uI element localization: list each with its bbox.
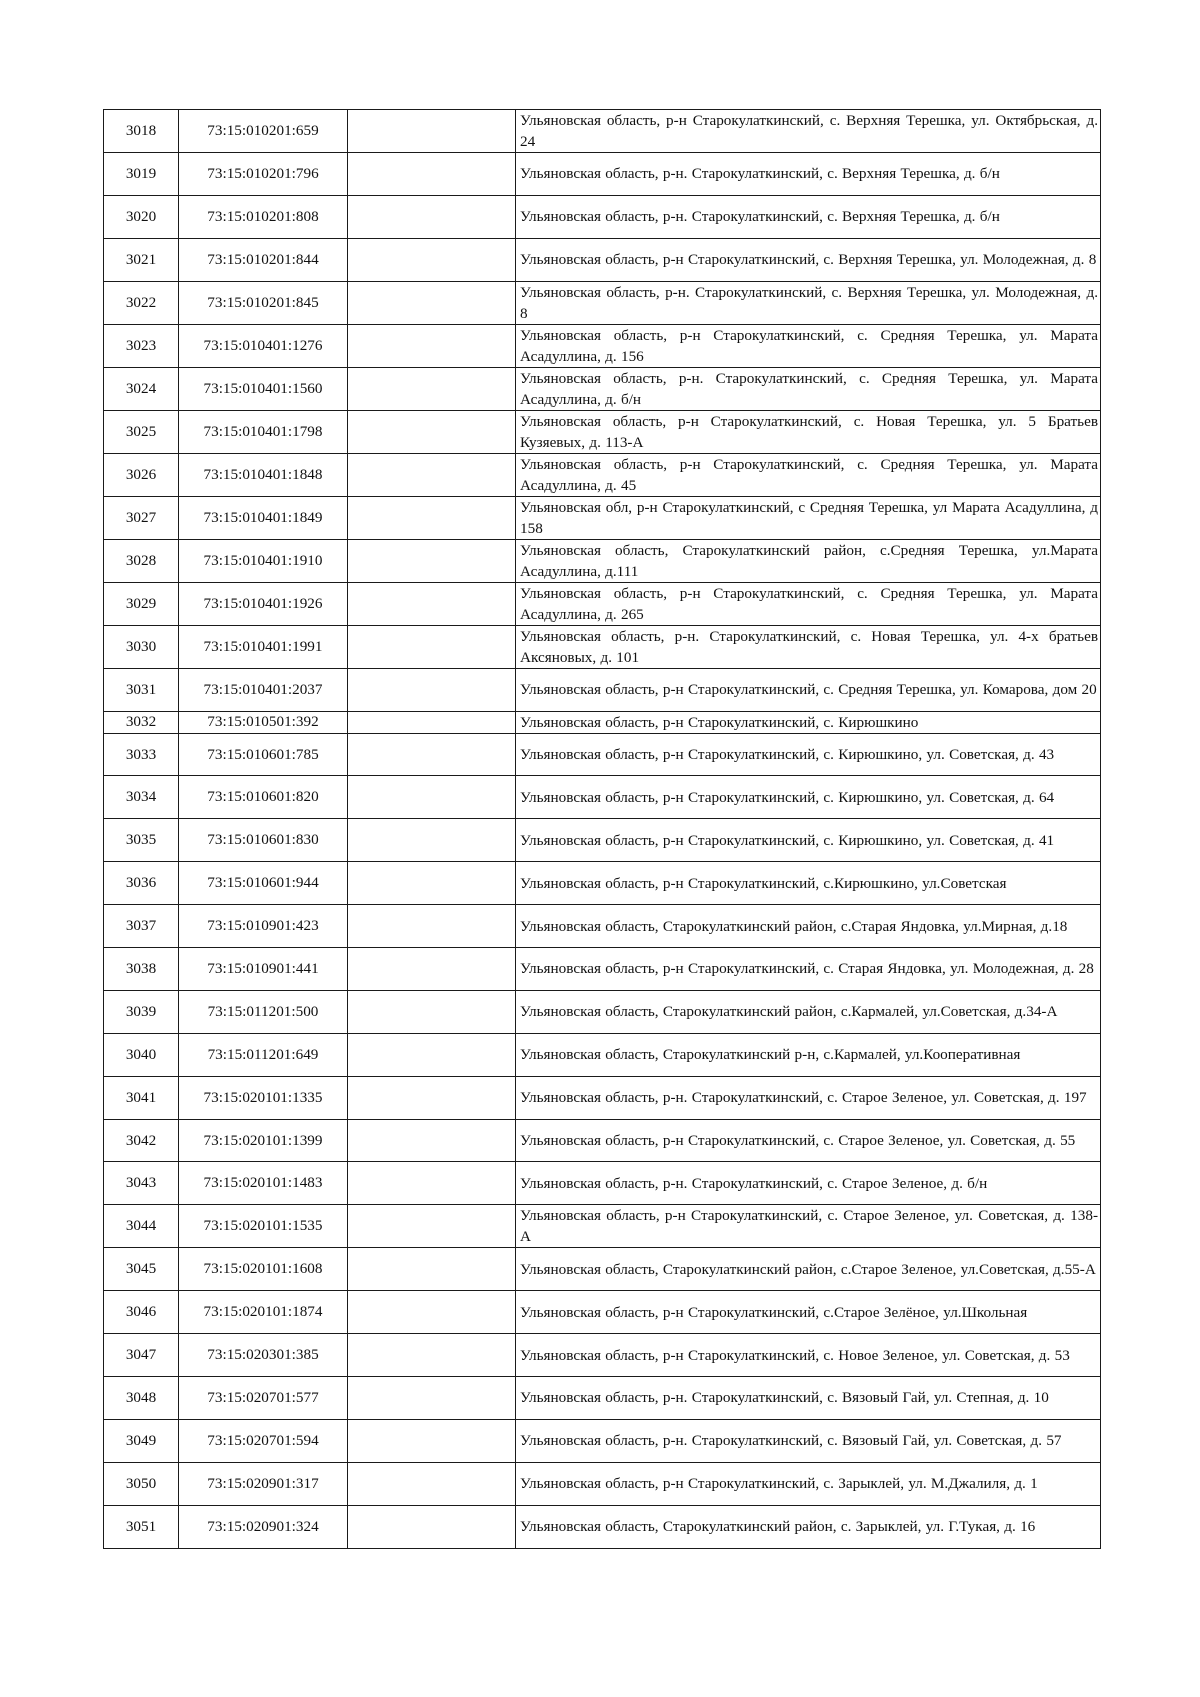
cadastral-number-cell: 73:15:010201:844 xyxy=(179,238,348,281)
address-cell: Ульяновская область, р-н Старокулаткинский, с. Средняя Терешка, ул. Комарова, дом 20 xyxy=(516,668,1101,711)
empty-cell xyxy=(348,819,516,862)
address-cell: Ульяновская область, р-н. Старокулаткинский, с. Верхняя Терешка, д. б/н xyxy=(516,153,1101,196)
row-number-cell: 3030 xyxy=(104,625,179,668)
address-cell: Ульяновская область, р-н Старокулаткинский, с. Старая Яндовка, ул. Молодежная, д. 28 xyxy=(516,948,1101,991)
address-cell: Ульяновская область, р-н. Старокулаткинский, с. Старое Зеленое, д. б/н xyxy=(516,1162,1101,1205)
table-row xyxy=(104,153,1101,196)
address-cell: Ульяновская область, р-н. Старокулаткинский, с. Верхняя Терешка, ул. Молодежная, д. 8 xyxy=(516,281,1101,324)
row-number-cell: 3051 xyxy=(104,1505,179,1548)
cadastral-number-cell: 73:15:010401:2037 xyxy=(179,668,348,711)
empty-cell xyxy=(348,582,516,625)
cadastral-number-cell: 73:15:010401:1560 xyxy=(179,367,348,410)
table-row xyxy=(104,1033,1101,1076)
address-cell: Ульяновская область, Старокулаткинский район, с.Кармалей, ул.Советская, д.34-А xyxy=(516,990,1101,1033)
row-number-cell: 3049 xyxy=(104,1419,179,1462)
address-cell: Ульяновская область, р-н Старокулаткинский, с. Верхняя Терешка, ул. Молодежная, д. 8 xyxy=(516,238,1101,281)
empty-cell xyxy=(348,195,516,238)
cadastral-number-cell: 73:15:010201:796 xyxy=(179,153,348,196)
row-number-cell: 3029 xyxy=(104,582,179,625)
cadastral-number-cell: 73:15:010901:441 xyxy=(179,948,348,991)
table-row xyxy=(104,990,1101,1033)
table-row xyxy=(104,668,1101,711)
empty-cell xyxy=(348,1033,516,1076)
cadastral-number-cell: 73:15:020101:1608 xyxy=(179,1248,348,1291)
address-cell: Ульяновская область, р-н Старокулаткинский, с. Кирюшкино, ул. Советская, д. 64 xyxy=(516,776,1101,819)
address-cell: Ульяновская область, р-н. Старокулаткинский, с. Вязовый Гай, ул. Степная, д. 10 xyxy=(516,1377,1101,1420)
row-number-cell: 3027 xyxy=(104,496,179,539)
row-number-cell: 3040 xyxy=(104,1033,179,1076)
table-row xyxy=(104,1505,1101,1548)
table-row xyxy=(104,324,1101,367)
empty-cell xyxy=(348,281,516,324)
empty-cell xyxy=(348,1205,516,1248)
row-number-cell: 3047 xyxy=(104,1334,179,1377)
address-cell: Ульяновская область, р-н. Старокулаткинский, с. Верхняя Терешка, д. б/н xyxy=(516,195,1101,238)
row-number-cell: 3019 xyxy=(104,153,179,196)
address-cell: Ульяновская область, р-н Старокулаткинский, с. Средняя Терешка, ул. Марата Асадуллина, д. 156 xyxy=(516,324,1101,367)
address-cell: Ульяновская область, р-н. Старокулаткинский, с. Старое Зеленое, ул. Советская, д. 197 xyxy=(516,1076,1101,1119)
cadastral-number-cell: 73:15:010401:1910 xyxy=(179,539,348,582)
empty-cell xyxy=(348,1119,516,1162)
address-cell: Ульяновская область, р-н Старокулаткинский, с. Новое Зеленое, ул. Советская, д. 53 xyxy=(516,1334,1101,1377)
table-row xyxy=(104,1377,1101,1420)
row-number-cell: 3028 xyxy=(104,539,179,582)
row-number-cell: 3022 xyxy=(104,281,179,324)
empty-cell xyxy=(348,1334,516,1377)
cadastral-number-cell: 73:15:010401:1991 xyxy=(179,625,348,668)
cadastral-number-cell: 73:15:010201:845 xyxy=(179,281,348,324)
table-row xyxy=(104,948,1101,991)
cadastral-number-cell: 73:15:010901:423 xyxy=(179,905,348,948)
row-number-cell: 3021 xyxy=(104,238,179,281)
cadastral-number-cell: 73:15:011201:649 xyxy=(179,1033,348,1076)
empty-cell xyxy=(348,733,516,776)
empty-cell xyxy=(348,238,516,281)
cadastral-number-cell: 73:15:010601:820 xyxy=(179,776,348,819)
row-number-cell: 3023 xyxy=(104,324,179,367)
table-row xyxy=(104,776,1101,819)
address-cell: Ульяновская область, р-н. Старокулаткинский, с. Новая Терешка, ул. 4-х братьев Аксяновых, д. 101 xyxy=(516,625,1101,668)
address-cell: Ульяновская область, р-н Старокулаткинский, с. Кирюшкино, ул. Советская, д. 43 xyxy=(516,733,1101,776)
row-number-cell: 3041 xyxy=(104,1076,179,1119)
empty-cell xyxy=(348,539,516,582)
row-number-cell: 3050 xyxy=(104,1462,179,1505)
row-number-cell: 3025 xyxy=(104,410,179,453)
table-row xyxy=(104,195,1101,238)
empty-cell xyxy=(348,324,516,367)
address-cell: Ульяновская область, р-н. Старокулаткинский, с. Вязовый Гай, ул. Советская, д. 57 xyxy=(516,1419,1101,1462)
empty-cell xyxy=(348,862,516,905)
address-cell: Ульяновская область, р-н Старокулаткинский, с. Зарыклей, ул. М.Джалиля, д. 1 xyxy=(516,1462,1101,1505)
cadastral-number-cell: 73:15:010601:785 xyxy=(179,733,348,776)
row-number-cell: 3020 xyxy=(104,195,179,238)
cadastral-number-cell: 73:15:010501:392 xyxy=(179,711,348,733)
address-cell: Ульяновская область, р-н Старокулаткинский, с.Старое Зелёное, ул.Школьная xyxy=(516,1291,1101,1334)
empty-cell xyxy=(348,1505,516,1548)
address-cell: Ульяновская область, р-н Старокулаткинский, с. Верхняя Терешка, ул. Октябрьская, д. 24 xyxy=(516,110,1101,153)
table-row xyxy=(104,711,1101,733)
row-number-cell: 3026 xyxy=(104,453,179,496)
row-number-cell: 3043 xyxy=(104,1162,179,1205)
empty-cell xyxy=(348,668,516,711)
empty-cell xyxy=(348,1377,516,1420)
row-number-cell: 3035 xyxy=(104,819,179,862)
table-row xyxy=(104,819,1101,862)
cadastral-number-cell: 73:15:020101:1535 xyxy=(179,1205,348,1248)
empty-cell xyxy=(348,905,516,948)
cadastral-number-cell: 73:15:010401:1798 xyxy=(179,410,348,453)
table-row xyxy=(104,238,1101,281)
cadastral-number-cell: 73:15:010401:1276 xyxy=(179,324,348,367)
address-cell: Ульяновская область, Старокулаткинский район, с.Старая Яндовка, ул.Мирная, д.18 xyxy=(516,905,1101,948)
address-cell: Ульяновская область, р-н Старокулаткинский, с. Кирюшкино, ул. Советская, д. 41 xyxy=(516,819,1101,862)
address-cell: Ульяновская область, р-н Старокулаткинский, с. Старое Зеленое, ул. Советская, д. 138-А xyxy=(516,1205,1101,1248)
table-row xyxy=(104,1291,1101,1334)
cadastral-number-cell: 73:15:010201:808 xyxy=(179,195,348,238)
address-cell: Ульяновская область, Старокулаткинский район, с. Зарыклей, ул. Г.Тукая, д. 16 xyxy=(516,1505,1101,1548)
empty-cell xyxy=(348,453,516,496)
address-cell: Ульяновская область, Старокулаткинский район, с.Старое Зеленое, ул.Советская, д.55-А xyxy=(516,1248,1101,1291)
table-row xyxy=(104,453,1101,496)
cadastral-number-cell: 73:15:010401:1849 xyxy=(179,496,348,539)
cadastral-number-cell: 73:15:020901:317 xyxy=(179,1462,348,1505)
empty-cell xyxy=(348,1462,516,1505)
row-number-cell: 3034 xyxy=(104,776,179,819)
address-cell: Ульяновская обл, р-н Старокулаткинский, с Средняя Терешка, ул Марата Асадуллина, д 158 xyxy=(516,496,1101,539)
cadastral-number-cell: 73:15:010401:1926 xyxy=(179,582,348,625)
cadastral-number-cell: 73:15:020101:1874 xyxy=(179,1291,348,1334)
cadastral-number-cell: 73:15:020701:577 xyxy=(179,1377,348,1420)
table-row xyxy=(104,1248,1101,1291)
table-row xyxy=(104,1462,1101,1505)
table-row xyxy=(104,1119,1101,1162)
table-row xyxy=(104,625,1101,668)
cadastral-number-cell: 73:15:020301:385 xyxy=(179,1334,348,1377)
address-cell: Ульяновская область, р-н. Старокулаткинский, с. Средняя Терешка, ул. Марата Асадуллина, д. б/н xyxy=(516,367,1101,410)
table-row xyxy=(104,281,1101,324)
table-row xyxy=(104,496,1101,539)
empty-cell xyxy=(348,1076,516,1119)
row-number-cell: 3039 xyxy=(104,990,179,1033)
table-row xyxy=(104,539,1101,582)
table-row xyxy=(104,1419,1101,1462)
table-row xyxy=(104,410,1101,453)
cadastral-number-cell: 73:15:010401:1848 xyxy=(179,453,348,496)
empty-cell xyxy=(348,776,516,819)
table-row xyxy=(104,733,1101,776)
table-row xyxy=(104,367,1101,410)
row-number-cell: 3037 xyxy=(104,905,179,948)
empty-cell xyxy=(348,496,516,539)
row-number-cell: 3038 xyxy=(104,948,179,991)
empty-cell xyxy=(348,711,516,733)
address-cell: Ульяновская область, Старокулаткинский р-н, с.Кармалей, ул.Кооперативная xyxy=(516,1033,1101,1076)
empty-cell xyxy=(348,990,516,1033)
cadastral-number-cell: 73:15:020101:1399 xyxy=(179,1119,348,1162)
row-number-cell: 3024 xyxy=(104,367,179,410)
row-number-cell: 3044 xyxy=(104,1205,179,1248)
empty-cell xyxy=(348,367,516,410)
empty-cell xyxy=(348,1162,516,1205)
address-cell: Ульяновская область, р-н Старокулаткинский, с. Старое Зеленое, ул. Советская, д. 55 xyxy=(516,1119,1101,1162)
empty-cell xyxy=(348,110,516,153)
row-number-cell: 3018 xyxy=(104,110,179,153)
registry-table-body xyxy=(104,110,1101,1549)
table-row xyxy=(104,1162,1101,1205)
empty-cell xyxy=(348,1419,516,1462)
address-cell: Ульяновская область, Старокулаткинский район, с.Средняя Терешка, ул.Марата Асадуллина, д.111 xyxy=(516,539,1101,582)
cadastral-number-cell: 73:15:020701:594 xyxy=(179,1419,348,1462)
address-cell: Ульяновская область, р-н Старокулаткинский, с. Новая Терешка, ул. 5 Братьев Кузяевых, д. 113-А xyxy=(516,410,1101,453)
row-number-cell: 3032 xyxy=(104,711,179,733)
address-cell: Ульяновская область, р-н Старокулаткинский, с. Средняя Терешка, ул. Марата Асадуллина, д. 265 xyxy=(516,582,1101,625)
cadastral-number-cell: 73:15:011201:500 xyxy=(179,990,348,1033)
table-row xyxy=(104,1205,1101,1248)
table-row xyxy=(104,905,1101,948)
empty-cell xyxy=(348,1248,516,1291)
row-number-cell: 3045 xyxy=(104,1248,179,1291)
table-row xyxy=(104,1334,1101,1377)
row-number-cell: 3046 xyxy=(104,1291,179,1334)
row-number-cell: 3042 xyxy=(104,1119,179,1162)
empty-cell xyxy=(348,625,516,668)
property-registry-table xyxy=(103,109,1101,1549)
cadastral-number-cell: 73:15:010201:659 xyxy=(179,110,348,153)
address-cell: Ульяновская область, р-н Старокулаткинский, с. Средняя Терешка, ул. Марата Асадуллина, д. 45 xyxy=(516,453,1101,496)
empty-cell xyxy=(348,410,516,453)
row-number-cell: 3033 xyxy=(104,733,179,776)
row-number-cell: 3031 xyxy=(104,668,179,711)
empty-cell xyxy=(348,948,516,991)
cadastral-number-cell: 73:15:020101:1483 xyxy=(179,1162,348,1205)
cadastral-number-cell: 73:15:020101:1335 xyxy=(179,1076,348,1119)
table-row xyxy=(104,862,1101,905)
address-cell: Ульяновская область, р-н Старокулаткинский, с.Кирюшкино, ул.Советская xyxy=(516,862,1101,905)
cadastral-number-cell: 73:15:010601:944 xyxy=(179,862,348,905)
empty-cell xyxy=(348,153,516,196)
table-row xyxy=(104,1076,1101,1119)
table-row xyxy=(104,110,1101,153)
empty-cell xyxy=(348,1291,516,1334)
row-number-cell: 3048 xyxy=(104,1377,179,1420)
table-row xyxy=(104,582,1101,625)
address-cell: Ульяновская область, р-н Старокулаткинский, с. Кирюшкино xyxy=(516,711,1101,733)
cadastral-number-cell: 73:15:010601:830 xyxy=(179,819,348,862)
row-number-cell: 3036 xyxy=(104,862,179,905)
cadastral-number-cell: 73:15:020901:324 xyxy=(179,1505,348,1548)
